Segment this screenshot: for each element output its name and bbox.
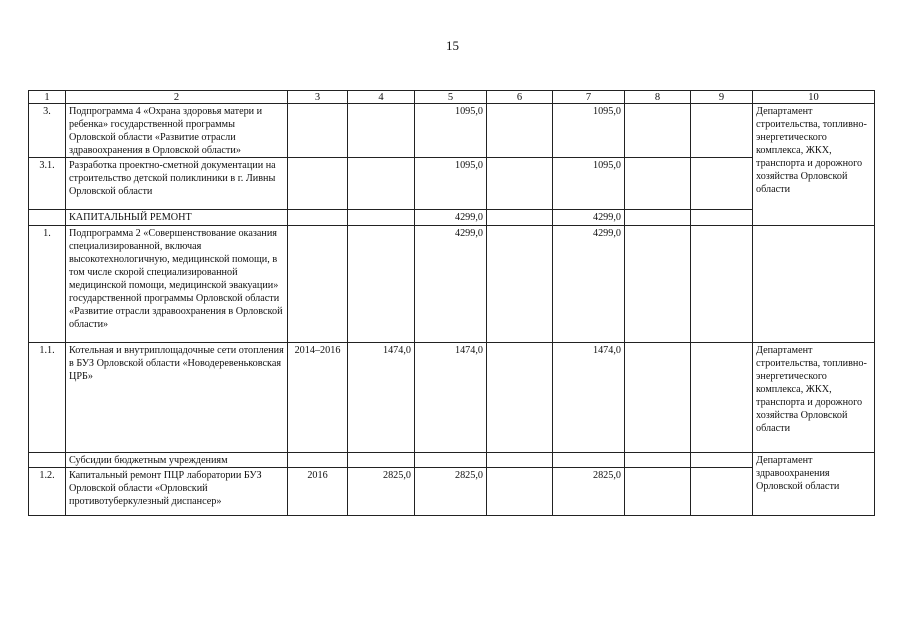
cell-col3 <box>288 104 348 158</box>
cell-col3: 2016 <box>288 468 348 516</box>
cell-col6 <box>487 226 553 343</box>
cell-col8 <box>625 226 691 343</box>
row-name: Котельная и внутриплощадочные сети отопления в БУЗ Орловской области «Новодеревеньковская ЦРБ» <box>66 343 288 453</box>
table-row <box>29 453 875 468</box>
row-number: 1. <box>29 226 66 343</box>
table-row <box>29 158 875 210</box>
header-cell-10: 10 <box>753 91 875 104</box>
table-row <box>29 226 875 343</box>
cell-col3 <box>288 226 348 343</box>
cell-col6 <box>487 343 553 453</box>
cell-col9 <box>691 343 753 453</box>
page-number: 15 <box>446 38 459 53</box>
cell-col8 <box>625 210 691 226</box>
cell-col7: 1095,0 <box>553 158 625 210</box>
program-table <box>28 90 875 516</box>
cell-col9 <box>691 468 753 516</box>
cell-col9 <box>691 453 753 468</box>
cell-col5: 1095,0 <box>415 104 487 158</box>
table-row <box>29 468 875 516</box>
cell-col7: 4299,0 <box>553 226 625 343</box>
cell-col8 <box>625 104 691 158</box>
cell-col7: 1095,0 <box>553 104 625 158</box>
table-row <box>29 343 875 453</box>
cell-col9 <box>691 226 753 343</box>
cell-col6 <box>487 158 553 210</box>
cell-col9 <box>691 158 753 210</box>
header-cell-4: 4 <box>348 91 415 104</box>
row-name: Разработка проектно-сметной документации на строительство детской поликлиники в г. Ливны Орловской области <box>66 158 288 210</box>
row-number <box>29 210 66 226</box>
header-cell-6: 6 <box>487 91 553 104</box>
header-cell-3: 3 <box>288 91 348 104</box>
cell-col8 <box>625 343 691 453</box>
header-cell-5: 5 <box>415 91 487 104</box>
table-row <box>29 210 875 226</box>
cell-col7: 4299,0 <box>553 210 625 226</box>
cell-col4 <box>348 226 415 343</box>
cell-col4 <box>348 104 415 158</box>
header-cell-1: 1 <box>29 91 66 104</box>
cell-col10 <box>753 226 875 343</box>
row-number: 1.2. <box>29 468 66 516</box>
cell-col8 <box>625 468 691 516</box>
section-title: КАПИТАЛЬНЫЙ РЕМОНТ <box>66 210 288 226</box>
cell-col3 <box>288 210 348 226</box>
cell-col7 <box>553 453 625 468</box>
cell-col8 <box>625 158 691 210</box>
cell-col6 <box>487 104 553 158</box>
row-number: 1.1. <box>29 343 66 453</box>
cell-col4 <box>348 453 415 468</box>
header-cell-8: 8 <box>625 91 691 104</box>
cell-col4: 1474,0 <box>348 343 415 453</box>
row-name: Подпрограмма 4 «Охрана здоровья матери и ребенка» государственной программы Орловской области «Развитие отрасли здравоохранения в Орловской области» <box>66 104 288 158</box>
cell-col4 <box>348 158 415 210</box>
cell-col4: 2825,0 <box>348 468 415 516</box>
row-number: 3.1. <box>29 158 66 210</box>
section-title: Субсидии бюджетным учреждениям <box>66 453 288 468</box>
responsible-department: Департамент строительства, топливно-энергетического комплекса, ЖКХ, транспорта и дорожного хозяйства Орловской области <box>753 343 875 453</box>
cell-col5: 4299,0 <box>415 210 487 226</box>
cell-col9 <box>691 210 753 226</box>
cell-col3 <box>288 453 348 468</box>
cell-col9 <box>691 104 753 158</box>
cell-col5: 1474,0 <box>415 343 487 453</box>
responsible-department: Департамент здравоохранения Орловской области <box>753 453 875 516</box>
row-number <box>29 453 66 468</box>
cell-col3 <box>288 158 348 210</box>
row-name: Подпрограмма 2 «Совершенствование оказания специализированной, включая высокотехнологичную, медицинской помощи, в том числе скорой специализированной медицинской помощи, медицинской эвакуации» государственной программы Орловской области «Развитие отрасли здравоохранения в Орловской области» <box>66 226 288 343</box>
header-row <box>29 91 875 104</box>
cell-col6 <box>487 453 553 468</box>
cell-col8 <box>625 453 691 468</box>
cell-col3: 2014–2016 <box>288 343 348 453</box>
cell-col5: 4299,0 <box>415 226 487 343</box>
row-number: 3. <box>29 104 66 158</box>
table-row <box>29 104 875 158</box>
cell-col6 <box>487 210 553 226</box>
cell-col5: 1095,0 <box>415 158 487 210</box>
cell-col5 <box>415 453 487 468</box>
header-cell-7: 7 <box>553 91 625 104</box>
cell-col4 <box>348 210 415 226</box>
row-name: Капитальный ремонт ПЦР лаборатории БУЗ Орловской области «Орловский противотуберкулезный диспансер» <box>66 468 288 516</box>
responsible-department: Департамент строительства, топливно-энергетического комплекса, ЖКХ, транспорта и дорожного хозяйства Орловской области <box>753 104 875 226</box>
header-cell-9: 9 <box>691 91 753 104</box>
cell-col6 <box>487 468 553 516</box>
cell-col5: 2825,0 <box>415 468 487 516</box>
cell-col7: 2825,0 <box>553 468 625 516</box>
header-cell-2: 2 <box>66 91 288 104</box>
cell-col7: 1474,0 <box>553 343 625 453</box>
